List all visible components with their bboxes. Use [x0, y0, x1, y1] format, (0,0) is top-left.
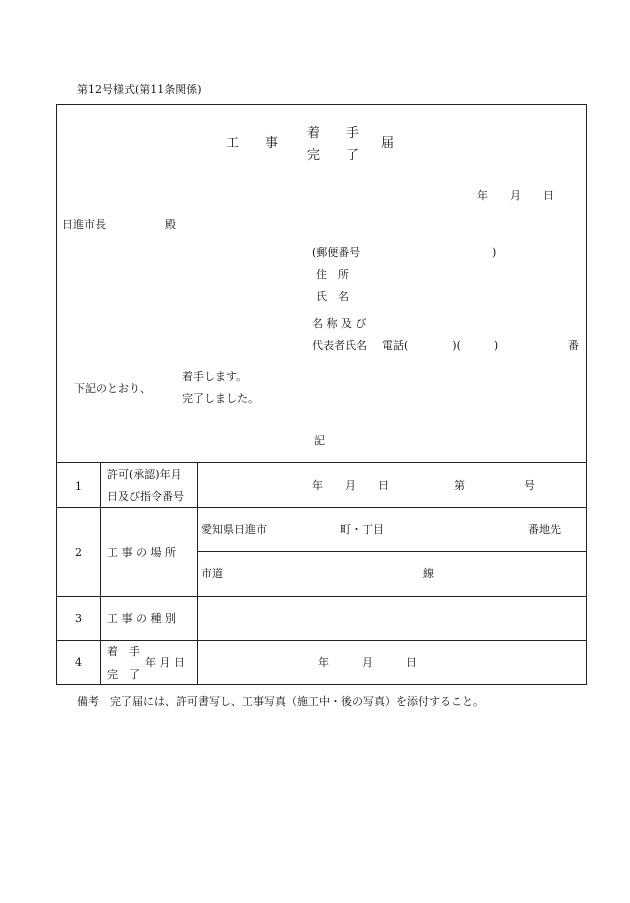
form-number: 第12号様式(第11条関係)	[77, 83, 202, 96]
row-divider	[56, 640, 587, 641]
row1-label-line2: 日及び指令番号	[107, 490, 184, 503]
title-start: 着 手	[307, 126, 360, 141]
row4-label-complete: 完 了	[107, 668, 140, 681]
name-label: 氏 名	[316, 290, 349, 303]
row4-label-ymd: 年 月 日	[145, 656, 185, 669]
column-divider	[197, 462, 198, 685]
row2-road-prefix: 市道	[201, 567, 223, 580]
row2-address-town: 町・丁目	[340, 523, 384, 536]
row1-number-prefix: 第	[454, 479, 465, 492]
title-part2: 届	[381, 136, 395, 151]
row2-road-suffix: 線	[423, 567, 434, 580]
org-label-line2: 代表者氏名	[312, 339, 367, 352]
table-top-border	[56, 462, 587, 463]
row2-number: 2	[75, 546, 82, 559]
row3-number: 3	[75, 612, 82, 625]
row2-address-prefecture: 愛知県日進市	[201, 523, 267, 536]
addressee-honorific: 殿	[165, 218, 176, 231]
statement-prefix: 下記のとおり、	[74, 382, 151, 395]
phone-end: 番	[568, 339, 579, 352]
postal-label: (郵便番号	[312, 246, 361, 259]
title-part1: 工 事	[226, 136, 279, 151]
phone-label: 電話( )( )	[382, 339, 499, 352]
note: 備考 完了届には、許可書写し、工事写真（施工中・後の写真）を添付すること。	[77, 695, 484, 708]
row-divider	[56, 507, 587, 508]
submission-date: 年 月 日	[477, 189, 554, 202]
row4-date-field[interactable]: 年 月 日	[318, 656, 417, 669]
address-label: 住 所	[316, 268, 349, 281]
row1-label-line1: 許可(承認)年月	[107, 468, 182, 481]
title-complete: 完 了	[307, 148, 360, 163]
column-divider	[100, 462, 101, 685]
row4-number: 4	[75, 656, 82, 669]
addressee-name: 日進市長	[62, 218, 106, 231]
postal-close: )	[492, 246, 497, 259]
row3-label: 工 事 の 種 別	[107, 612, 176, 625]
row2-address-end: 番地先	[528, 523, 561, 536]
row4-label-start: 着 手	[107, 645, 140, 658]
row1-number-suffix: 号	[524, 479, 535, 492]
statement-start: 着手します。	[182, 370, 248, 383]
statement-complete: 完了しました。	[182, 392, 259, 405]
ki-heading: 記	[314, 434, 325, 447]
row1-number: 1	[75, 480, 82, 493]
org-label-line1: 名 称 及 び	[312, 317, 367, 330]
row-divider	[56, 596, 587, 597]
row1-date-field[interactable]: 年 月 日	[312, 479, 389, 492]
row-divider	[197, 551, 587, 552]
row2-label: 工 事 の 場 所	[107, 546, 176, 559]
